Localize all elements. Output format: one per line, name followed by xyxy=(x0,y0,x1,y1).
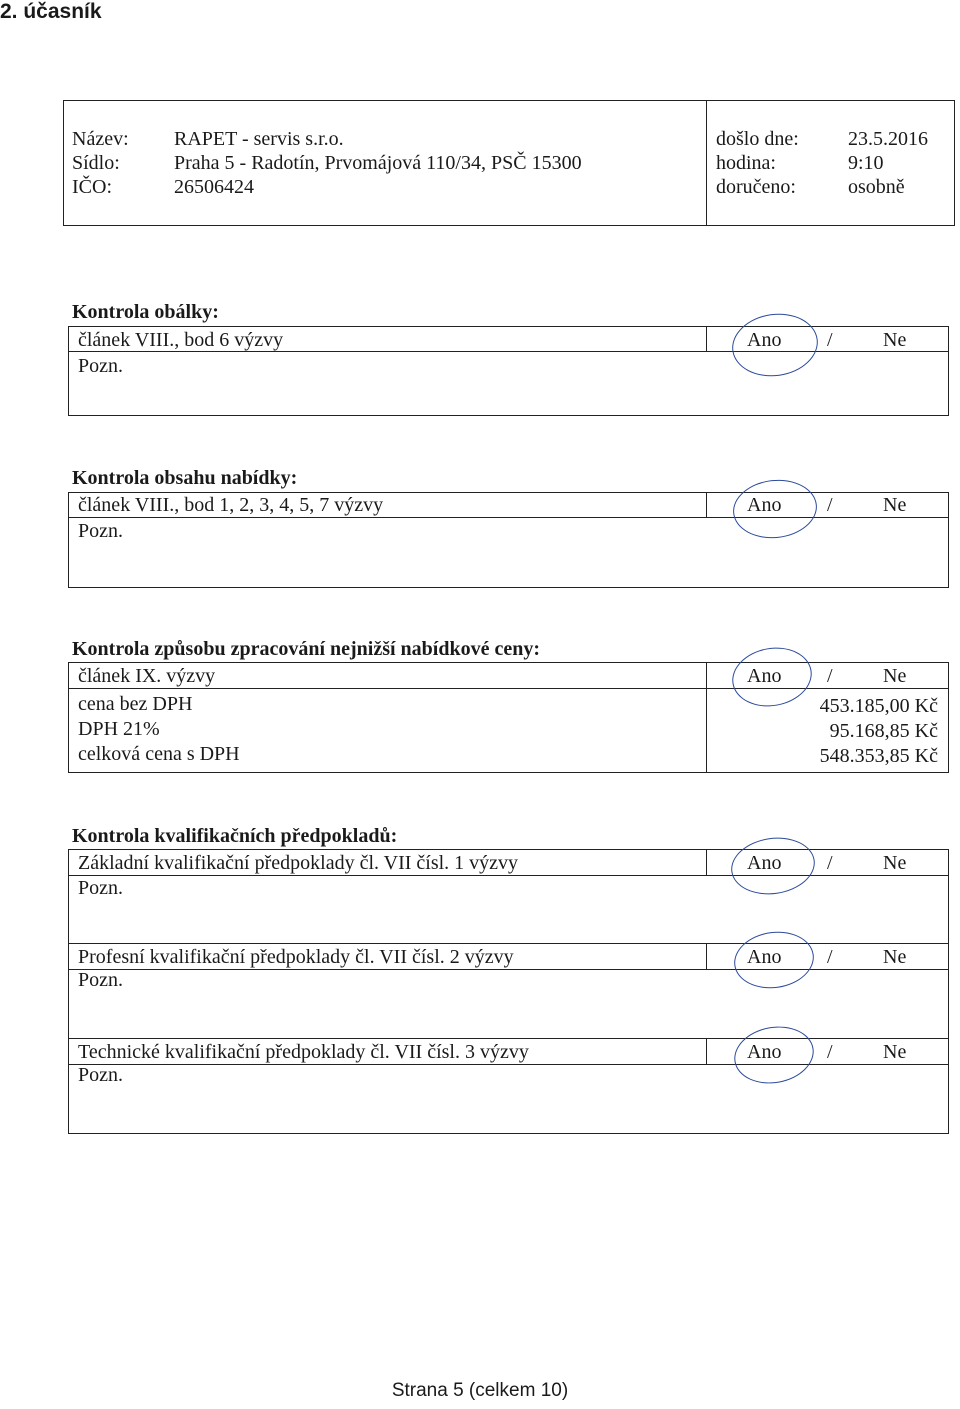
price-slash: / xyxy=(827,665,833,687)
qualification-slash: / xyxy=(827,946,833,968)
price-row-value: 548.353,85 Kč xyxy=(819,745,938,767)
price-row-label: celková cena s DPH xyxy=(78,743,240,765)
envelope-note: Pozn. xyxy=(78,355,123,377)
price-item-line xyxy=(68,688,949,689)
envelope-divider xyxy=(706,326,707,351)
time-label: hodina: xyxy=(716,152,776,174)
qualification-check-box xyxy=(68,849,949,1134)
content-yes: Ano xyxy=(747,494,782,516)
qualification-item-label: Technické kvalifikační předpoklady čl. VII čísl. 3 výzvy xyxy=(78,1041,529,1063)
qualification-slash: / xyxy=(827,852,833,874)
qualification-divider xyxy=(706,849,707,875)
qualification-yes: Ano xyxy=(747,946,782,968)
qualification-note: Pozn. xyxy=(78,877,123,899)
seat-value: Praha 5 - Radotín, Prvomájová 110/34, PSČ 15300 xyxy=(174,152,582,174)
ico-value: 26506424 xyxy=(174,176,254,198)
name-label: Název: xyxy=(72,128,129,150)
qualification-no: Ne xyxy=(883,946,907,968)
ico-label: IČO: xyxy=(72,176,112,198)
qualification-divider xyxy=(706,943,707,969)
qualification-yes: Ano xyxy=(747,1041,782,1063)
qualification-item-label: Základní kvalifikační předpoklady čl. VII čísl. 1 výzvy xyxy=(78,852,519,874)
section-title: 2. účasník xyxy=(0,0,102,23)
qualification-divider xyxy=(706,1038,707,1064)
content-item-line xyxy=(68,517,949,518)
participant-divider xyxy=(706,100,707,226)
qualification-no: Ne xyxy=(883,1041,907,1063)
time-value: 9:10 xyxy=(848,152,884,174)
content-no: Ne xyxy=(883,494,907,516)
qualification-note: Pozn. xyxy=(78,969,123,991)
qualification-item-top-line xyxy=(68,943,949,944)
price-check-title: Kontrola způsobu zpracování nejnižší nabídkové ceny: xyxy=(72,638,541,660)
content-item: článek VIII., bod 1, 2, 3, 4, 5, 7 výzvy xyxy=(78,494,384,516)
received-value: 23.5.2016 xyxy=(848,128,928,150)
content-divider xyxy=(706,492,707,517)
content-note: Pozn. xyxy=(78,520,123,542)
delivered-value: osobně xyxy=(848,176,905,198)
price-row-label: cena bez DPH xyxy=(78,693,193,715)
content-check-title: Kontrola obsahu nabídky: xyxy=(72,467,298,489)
price-row-value: 95.168,85 Kč xyxy=(829,720,938,742)
envelope-slash: / xyxy=(827,329,833,351)
price-divider xyxy=(706,662,707,773)
received-label: došlo dne: xyxy=(716,128,799,150)
qualification-item-line xyxy=(68,1064,949,1065)
price-yes: Ano xyxy=(747,665,782,687)
page-footer: Strana 5 (celkem 10) xyxy=(391,1380,569,1401)
qualification-item-line xyxy=(68,875,949,876)
envelope-check-title: Kontrola obálky: xyxy=(72,301,219,323)
price-row-value: 453.185,00 Kč xyxy=(819,695,938,717)
seat-label: Sídlo: xyxy=(72,152,120,174)
price-row-label: DPH 21% xyxy=(78,718,160,740)
envelope-yes: Ano xyxy=(747,329,782,351)
qualification-item-label: Profesní kvalifikační předpoklady čl. VII čísl. 2 výzvy xyxy=(78,946,514,968)
content-slash: / xyxy=(827,494,833,516)
name-value: RAPET - servis s.r.o. xyxy=(174,128,344,150)
qualification-slash: / xyxy=(827,1041,833,1063)
envelope-no: Ne xyxy=(883,329,907,351)
qualification-item-line xyxy=(68,969,949,970)
qualification-item-top-line xyxy=(68,1038,949,1039)
qualification-check-title: Kontrola kvalifikačních předpokladů: xyxy=(72,825,398,847)
delivered-label: doručeno: xyxy=(716,176,796,198)
qualification-yes: Ano xyxy=(747,852,782,874)
qualification-no: Ne xyxy=(883,852,907,874)
envelope-item: článek VIII., bod 6 výzvy xyxy=(78,329,284,351)
qualification-note: Pozn. xyxy=(78,1064,123,1086)
price-item: článek IX. výzvy xyxy=(78,665,216,687)
price-no: Ne xyxy=(883,665,907,687)
